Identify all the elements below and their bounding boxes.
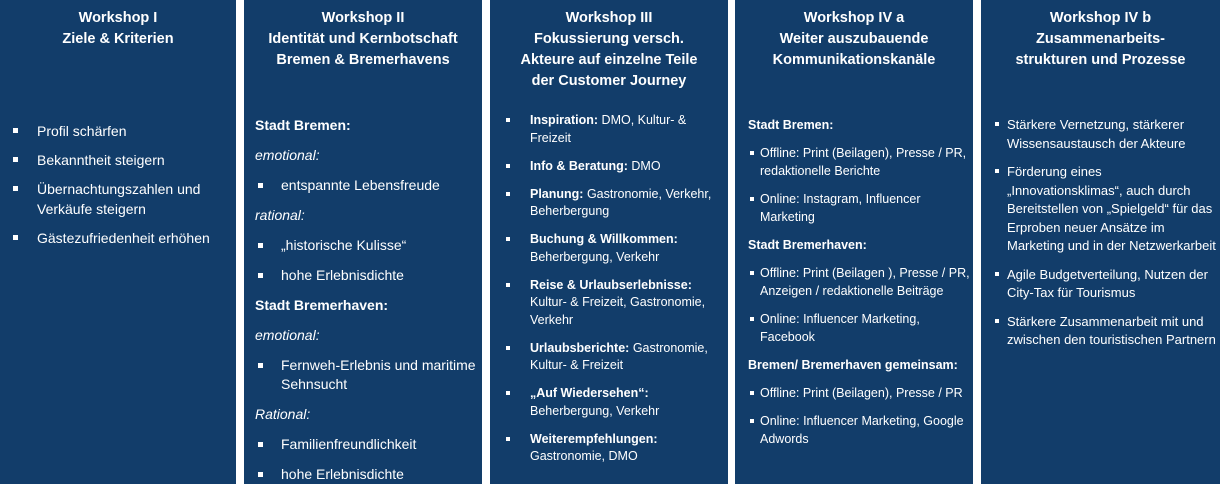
title-line: Bremen & Bremerhavens bbox=[276, 52, 450, 68]
bullet-icon bbox=[13, 186, 18, 191]
title-line: der Customer Journey bbox=[531, 73, 687, 89]
title-line: Workshop II bbox=[321, 10, 405, 26]
list-item bbox=[490, 340, 728, 375]
list-item bbox=[981, 313, 1220, 350]
item-text: hohe Erlebnisdichte bbox=[281, 267, 404, 283]
item-text: Beherbergung, Verkehr bbox=[530, 249, 660, 264]
item-text: Gästezufriedenheit erhöhen bbox=[37, 230, 210, 246]
item-text: Profil schärfen bbox=[37, 123, 127, 139]
list-item bbox=[490, 112, 728, 147]
list-item bbox=[490, 277, 728, 330]
item-text: DMO bbox=[627, 158, 661, 173]
title-line: Akteure auf einzelne Teile bbox=[520, 52, 698, 68]
title-line: Workshop IV b bbox=[1049, 10, 1152, 26]
sub-heading: emotional: bbox=[255, 147, 320, 163]
bullet-icon bbox=[995, 122, 999, 126]
section-heading: Bremen/ Bremerhaven gemeinsam: bbox=[748, 358, 958, 372]
sub-heading: rational: bbox=[255, 207, 305, 223]
list-item bbox=[255, 356, 482, 394]
item-key: Reise & Urlaubserlebnisse: bbox=[530, 277, 692, 292]
bullet-icon bbox=[995, 319, 999, 323]
list-item bbox=[490, 385, 728, 420]
list-item bbox=[748, 190, 973, 226]
bullet-icon bbox=[258, 243, 263, 248]
list-item bbox=[490, 431, 728, 466]
workshop-2-title bbox=[244, 8, 482, 71]
title-line: Workshop III bbox=[565, 10, 653, 26]
sub-heading: emotional: bbox=[255, 327, 320, 343]
bullet-icon bbox=[258, 363, 263, 368]
item-text: Stärkere Zusammenarbeit mit und zwischen den touristischen Partnern bbox=[1007, 313, 1216, 347]
item-text: Übernachtungszahlen und Verkäufe steigern bbox=[37, 181, 201, 217]
item-text: Gastronomie, DMO bbox=[530, 449, 638, 463]
bullet-icon bbox=[750, 391, 754, 395]
item-text: Familienfreundlichkeit bbox=[281, 436, 417, 452]
bullet-icon bbox=[750, 419, 754, 423]
list-item bbox=[490, 186, 728, 221]
bullet-icon bbox=[750, 151, 754, 155]
list-item bbox=[490, 231, 728, 266]
item-text: Beherbergung, Verkehr bbox=[530, 403, 660, 418]
bullet-icon bbox=[995, 169, 999, 173]
title-line: Weiter auszubauende bbox=[779, 31, 929, 47]
workshop-4b-column bbox=[981, 0, 1220, 484]
title-line: Identität und Kernbotschaft bbox=[268, 31, 458, 47]
list-item bbox=[0, 121, 236, 141]
item-text: Offline: Print (Beilagen ), Presse / PR, Anzeigen / redaktionelle Beiträge bbox=[760, 266, 970, 298]
list-item bbox=[255, 465, 482, 484]
list-item bbox=[255, 435, 482, 454]
section-heading: Stadt Bremerhaven: bbox=[748, 238, 867, 252]
bullet-icon bbox=[506, 346, 510, 350]
list-item bbox=[0, 150, 236, 170]
bullet-icon bbox=[506, 118, 510, 122]
list-item bbox=[981, 116, 1220, 153]
workshop-2-column bbox=[244, 0, 482, 484]
item-text: DMO, Kultur- & Freizeit bbox=[530, 113, 687, 145]
item-text: hohe Erlebnisdichte bbox=[281, 466, 404, 482]
title-line: Ziele & Kriterien bbox=[62, 31, 174, 47]
bullet-icon bbox=[13, 157, 18, 162]
bullet-icon bbox=[750, 317, 754, 321]
item-text: Agile Budgetverteilung, Nutzen der City-Tax für Tourismus bbox=[1007, 266, 1208, 300]
item-key: „Auf Wiedersehen“: bbox=[530, 386, 649, 400]
list-item bbox=[255, 236, 482, 255]
bullet-icon bbox=[750, 271, 754, 275]
workshop-3-title bbox=[490, 8, 728, 92]
bullet-icon bbox=[258, 442, 263, 447]
item-text: entspannte Lebensfreude bbox=[281, 177, 440, 193]
item-text: Online: Instagram, Influencer Marketing bbox=[760, 192, 921, 224]
workshop-1-column bbox=[0, 0, 236, 484]
bullet-icon bbox=[258, 273, 263, 278]
item-text: Stärkere Vernetzung, stärkerer Wissensaustausch der Akteure bbox=[1007, 117, 1186, 151]
workshop-4a-title bbox=[735, 8, 973, 71]
section-heading: Stadt Bremen: bbox=[255, 117, 351, 133]
title-line: Zusammenarbeits- bbox=[1036, 31, 1165, 47]
bullet-icon bbox=[13, 235, 18, 240]
item-text: Online: Influencer Marketing, Google Adwords bbox=[760, 414, 964, 446]
item-key: Inspiration: bbox=[530, 113, 599, 127]
title-line: strukturen und Prozesse bbox=[1015, 52, 1186, 68]
list-item bbox=[748, 412, 973, 448]
section-heading: Stadt Bremerhaven: bbox=[255, 297, 389, 313]
list-item bbox=[490, 158, 728, 176]
item-key: Weiterempfehlungen: bbox=[530, 431, 658, 446]
bullet-icon bbox=[506, 164, 510, 168]
sub-heading: Rational: bbox=[255, 406, 311, 422]
list-item bbox=[748, 144, 973, 180]
workshop-4a-column bbox=[735, 0, 973, 484]
bullet-icon bbox=[506, 283, 510, 287]
bullet-icon bbox=[13, 128, 18, 133]
list-item bbox=[748, 384, 973, 402]
bullet-icon bbox=[995, 272, 999, 276]
item-text: „historische Kulisse“ bbox=[281, 237, 407, 253]
item-text: Offline: Print (Beilagen), Presse / PR bbox=[760, 386, 963, 400]
bullet-icon bbox=[506, 391, 510, 395]
item-key: Buchung & Willkommen: bbox=[530, 232, 678, 246]
title-line: Kommunikationskanäle bbox=[772, 52, 936, 68]
workshop-4b-title bbox=[981, 8, 1220, 71]
bullet-icon bbox=[750, 197, 754, 201]
list-item bbox=[748, 310, 973, 346]
section-heading: Stadt Bremen: bbox=[748, 118, 834, 132]
workshop-1-title bbox=[0, 8, 236, 50]
list-item bbox=[255, 266, 482, 285]
list-item bbox=[981, 163, 1220, 256]
title-line: Workshop I bbox=[78, 10, 158, 26]
bullet-icon bbox=[258, 183, 263, 188]
item-text: Offline: Print (Beilagen), Presse / PR, redaktionelle Berichte bbox=[760, 146, 967, 178]
title-line: Workshop IV a bbox=[803, 10, 905, 26]
list-item bbox=[0, 179, 236, 219]
bullet-icon bbox=[506, 437, 510, 441]
item-key: Planung: bbox=[530, 186, 584, 201]
item-key: Info & Beratung: bbox=[530, 158, 628, 173]
item-text: Kultur- & Freizeit, Gastronomie, Verkehr bbox=[530, 295, 706, 327]
list-item bbox=[255, 176, 482, 195]
bullet-icon bbox=[506, 192, 510, 196]
item-text: Bekanntheit steigern bbox=[37, 152, 165, 168]
list-item bbox=[748, 264, 973, 300]
item-text: Gastronomie, Verkehr, Beherbergung bbox=[530, 186, 712, 218]
bullet-icon bbox=[258, 472, 263, 477]
title-line: Fokussierung versch. bbox=[534, 31, 684, 47]
list-item bbox=[981, 266, 1220, 303]
bullet-icon bbox=[506, 237, 510, 241]
item-text: Online: Influencer Marketing, Facebook bbox=[760, 312, 920, 344]
list-item bbox=[0, 228, 236, 248]
item-text: Gastronomie, Kultur- & Freizeit bbox=[530, 340, 708, 372]
item-text: Fernweh-Erlebnis und maritime Sehnsucht bbox=[281, 357, 476, 392]
item-key: Urlaubsberichte: bbox=[530, 340, 630, 355]
item-text: Förderung eines „Innovationsklimas“, auch durch Bereitstellen von „Spielgeld“ für das Erproben neuer Ansätze im Marketing und in der Netzwerkarbeit bbox=[1007, 164, 1216, 253]
workshop-3-column bbox=[490, 0, 728, 484]
